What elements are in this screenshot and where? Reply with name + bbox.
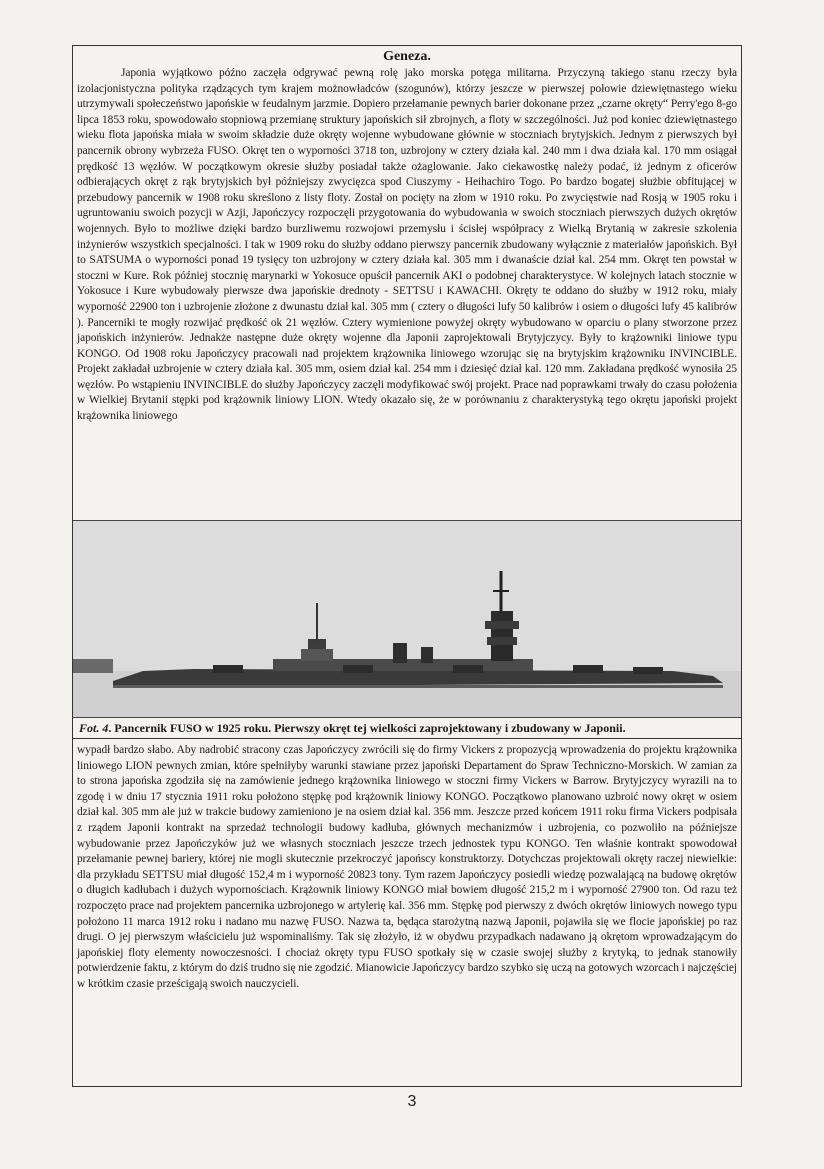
page-number: 3 (407, 1093, 417, 1110)
article-frame (72, 45, 742, 1087)
funnel-aft (421, 647, 433, 663)
mast-platform-1 (485, 621, 519, 629)
distant-ship (73, 659, 113, 673)
pagoda-mast (491, 611, 513, 661)
section-heading: Geneza. (383, 49, 431, 64)
body-paragraph-top: Japonia wyjątkowo późno zaczęła odgrywać pewną rolę jako morska potęga militarna. Przyczyną takiego stanu rzeczy była izolacjonistyczna polityka rządzących tym krajem możnowładców (szogunów), którzy jeszcze w pierwszej połowie dziewiętnastego wieku utrzymywali społeczeństwo japońskie w feudalnym jarzmie. Dopiero przełamanie pewnych barier dokonane przez „czarne okręty“ Perry'ego 8-go lipca 1853 roku, spowodowało stopniową przemianę struktury japońskich sił zbrojnych, a floty w szczególności. Już pod koniec dziewiętnastego wieku flota japońska miała w swoim składzie duże okręty wojenne wybudowane głównie w stoczniach brytyjskich. Jednym z pierwszych był pancernik obrony wybrzeża FUSO. Okręt ten o wyporności 3718 ton, uzbrojony w cztery działa kal. 240 mm i dwa działa kal. 170 mm osiągał prędkość 13 węzłów. W początkowym okresie służby posiadał także ożaglowanie. Jako ciekawostkę należy podać, iż jednym z oficerów odbierających okręt z rąk brytyjskich był późniejszy zwycięzca spod Ciuszymy - Heihachiro Togo. Po bardzo bogatej służbie obfitującej w przebudowy pancernik w 1908 roku skreślono z listy floty. Został on pocięty na złom w 1910 roku. Po zwycięstwie nad Rosją w 1905 roku i ugruntowaniu swoich pozycji w Azji, Japończycy rozpoczęli przygotowania do wybudowania w swoich stoczniach pierwszych dużych okrętów wojennych. Było to możliwe dzięki bardzo burzliwemu rozwojowi przemysłu i ścisłej współpracy z Wielką Brytanią w zakresie szkolenia inżynierów wszystkich specjalności. I tak w 1909 roku do służby oddano pierwszy pancernik zbudowany wyłącznie z materiałów japońskich. Był to SATSUMA o wyporności ponad 19 tysięcy ton uzbrojony w cztery działa kal. 305 mm i dwanaście dział kal. 254 mm. Okręt ten powstał w stoczni w Kure. Rok później stocznię marynarki w Yokosuce opuścił pancernik AKI o podobnej charakterystyce. W kolejnych latach stocznie w Yokosuce i Kure wybudowały pierwsze dwa japońskie drednoty - SETTSU i KAWACHI. Okręty te oddano do służby w 1912 roku, miały wyporność 22900 ton i uzbrojenie złożone z dwunastu dział kal. 305 mm ( cztery o długości lufy 50 kalibrów i osiem o długości lufy 45 kalibrów ). Pancerniki te mogły rozwijać prędkość ok 21 węzłów. Cztery wymienione powyżej okręty wybudowano w oparciu o plany stworzone przez japońskich inżynierów. Jednakże następne duże okręty wojenne dla Japonii zaprojektowali Brytyjczycy. Były to krążowniki liniowe typu KONGO. Od 1908 roku Japończycy pracowali nad projektem krążownika liniowego wzorując się na brytyjskim krążowniku INVINCIBLE. Projekt zakładał uzbrojenie w cztery działa kal. 305 mm, osiem dział kal. 254 mm i dziesięć dział kal. 120 mm. Zakładana prędkość wynosiła 25 węzłów. Po wstąpieniu INVINCIBLE do służby Japończycy zaczęli modyfikować swój projekt. Prace nad poprawkami trwały do czasu położenia w Wielkiej Brytanii stępki pod krążownik liniowy LION. Wtedy okazało się, że w porównaniu z charakterystyką tego okrętu japoński projekt krążownika liniowego (77, 67, 738, 423)
waterline (113, 685, 723, 688)
caption-label: Fot. 4 (79, 721, 109, 735)
funnel-forward (393, 643, 407, 663)
mast-platform-2 (487, 637, 517, 645)
turret-4 (573, 665, 603, 673)
turret-3 (453, 665, 483, 673)
turret-1 (213, 665, 243, 673)
photo-caption (73, 717, 741, 739)
article-bottom-section (73, 740, 741, 1086)
bridge (301, 649, 333, 661)
battleship-illustration (73, 521, 741, 717)
caption-text: . Pancernik FUSO w 1925 roku. Pierwszy okręt tej wielkości zaprojektowany i zbudowany w Japonii. (108, 721, 626, 735)
battleship-photo (73, 520, 741, 718)
turret-5 (633, 667, 663, 674)
body-paragraph-bottom: wypadł bardzo słabo. Aby nadrobić stracony czas Japończycy zwrócili się do firmy Vickers z propozycją wprowadzenia do projektu krążownika liniowego LION pewnych zmian, które spełniłyby warunki stawiane przez japoński Departament do Spraw Techniczno-Morskich. W zamian za to strona japońska zgodziła się na zamówienie jednego krążownika liniowego w stoczni firmy Vickers w Barrow. Brytyjczycy wyrazili na to zgodę i w dniu 17 stycznia 1911 roku położono stępkę pod krążownik liniowy KONGO. Początkowo planowano uzbroić nowy okręt w osiem dział kal. 305 mm ale już w trakcie budowy zamieniono je na osiem dział kal. 356 mm. Jeszcze przed końcem 1911 roku firma Vickers podpisała z rządem Japonii kontrakt na sprzedaż technologii budowy kadłuba, głównych mechanizmów i uzbrojenia, co pozwoliło na późniejsze wybudowanie przez Japończyków już we własnych stoczniach jeszcze trzech jednostek typu KONGO. Ten właśnie kontrakt spowodował przełamanie pewnej bariery, której nie mogli skutecznie przekroczyć japońscy konstruktorzy. Dotychczas projektowali okręty raczej niewielkie: dla przykładu SETTSU miał długość 152,4 m i wyporność 20823 tony. Tym razem Japończycy posiedli wiedzę pozwalającą na budowę okrętów o długich kadłubach i dużych wypornościach. Krążownik liniowy KONGO miał bowiem długość 215,2 m i wyporność 27900 ton. Od razu też rozpoczęto prace nad projektem pancernika uzbrojonego w artylerię kal. 356 mm. Stępkę pod pierwszy z dwóch okrętów liniowych nowego typu położono 11 marca 1912 roku i nadano mu nazwę FUSO. Nazwa ta, będąca starożytną nazwą Japonii, pojawiła się we flocie japońskiej po raz drugi. O jej pierwszym właścicielu już wspominaliśmy. Tak się złożyło, iż w obydwu przypadkach nadawano ją okrętom wprowadzającym do japońskiej floty elementy nowoczesności. I chociaż okręty typu FUSO spotkały się w czasie swojej służby z krytyką, to jednak stanowiły potwierdzenie faktu, z którym do dziś trudno się nie zgodzić. Mianowicie Japończycy bardzo szybko się uczą na gotowych wzorcach i najczęściej w krótkim czasie prześcigają swoich nauczycieli. (77, 744, 737, 990)
article-top-section (73, 46, 741, 520)
turret-2 (343, 665, 373, 673)
